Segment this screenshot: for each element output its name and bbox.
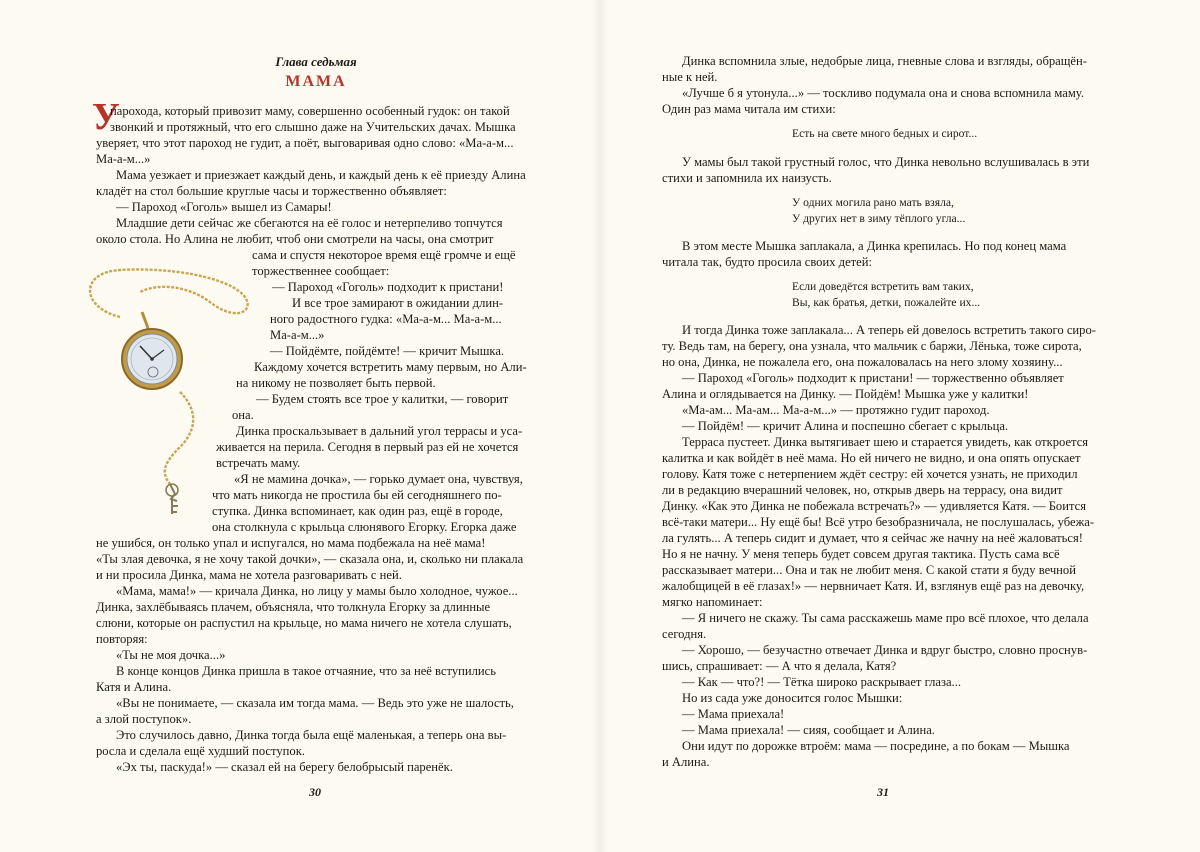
text-line: стихи и запомнила их наизусть. xyxy=(662,171,832,185)
right-page xyxy=(600,0,1200,852)
text-line: Но из сада уже доносится голос Мышки: xyxy=(682,691,903,705)
text-line: Динку. «Как это Динка не побежала встречать?» — удивляется Катя. — Боится xyxy=(662,499,1086,513)
text-line: «Ты не моя дочка...» xyxy=(116,648,226,662)
pocket-watch-illustration xyxy=(60,262,260,522)
text-line: Это случилось давно, Динка тогда была ещё маленькая, а теперь она вы- xyxy=(116,728,507,742)
text-line: ступка. Динка вспоминает, как один раз, ещё в городе, xyxy=(212,504,503,518)
text-line: она. xyxy=(232,408,254,422)
text-line: И тогда Динка тоже заплакала... А теперь ей довелось встретить такого сиро- xyxy=(682,323,1096,337)
text-line: Каждому хочется встретить маму первым, но Али- xyxy=(254,360,527,374)
text-line: и Алина. xyxy=(662,755,710,769)
text-line: — Будем стоять все трое у калитки, — говорит xyxy=(256,392,509,406)
text-line: — Мама приехала! — сияя, сообщает и Алина. xyxy=(682,723,935,737)
poem-line: Есть на свете много бедных и сирот... xyxy=(792,127,978,140)
text-line: «Мама, мама!» — кричала Динка, но лицу у мамы было холодное, чужое... xyxy=(116,584,518,598)
text-line: И все трое замирают в ожидании длин- xyxy=(292,296,504,310)
text-line: что мать никогда не простила бы ей сегодняшнего по- xyxy=(212,488,502,502)
text-line: но она, Динка, не пожалела его, она пожаловалась на него злому хозяину... xyxy=(662,355,1063,369)
text-line: Младшие дети сейчас же сбегаются на её голос и нетерпеливо топчутся xyxy=(116,216,503,230)
text-line: жалобщицей в её глазах!» — нервничает Катя. И, взглянув ещё раз на девочку, xyxy=(662,579,1085,593)
text-line: звонкий и протяжный, что его слышно даже на Учительских дачах. Мышка xyxy=(110,120,516,134)
page-number: 30 xyxy=(309,785,321,799)
text-line: мягко напоминает: xyxy=(662,595,763,609)
poem-line: У одних могила рано мать взяла, xyxy=(792,196,954,209)
text-line: она столкнула с крыльца слюнявого Егорку. Егорка даже xyxy=(212,520,517,534)
text-line: а злой поступок». xyxy=(96,712,192,726)
poem-line: Если доведётся встретить вам таких, xyxy=(792,280,974,293)
text-line: парохода, который привозит маму, совершенно особенный гудок: он такой xyxy=(110,104,510,118)
text-line: Терраса пустеет. Динка вытягивает шею и старается увидеть, как откроется xyxy=(682,435,1089,449)
text-line: сегодня. xyxy=(662,627,707,641)
text-line: «Лучше б я утонула...» — тоскливо подумала она и снова вспомнила маму. xyxy=(682,86,1084,100)
text-line: Катя и Алина. xyxy=(96,680,172,694)
text-line: У мамы был такой грустный голос, что Динка невольно вслушивалась в эти xyxy=(682,155,1090,169)
text-line: Они идут по дорожке втроём: мама — посредине, а по бокам — Мышка xyxy=(682,739,1070,753)
text-line: на никому не позволяет быть первой. xyxy=(236,376,436,390)
text-line: рассказывает матери... Она и так не любит меня. С какой стати я буду вечной xyxy=(662,563,1076,577)
text-line: — Пойдём! — кричит Алина и поспешно сбегает с крыльца. xyxy=(682,419,1009,433)
text-line: ли в редакцию вчерашний человек, но, открыв дверь на террасу, она видит xyxy=(662,483,1063,497)
poem-line: Вы, как братья, детки, пожалейте их... xyxy=(792,296,981,309)
text-line: голову. Катя тоже с нетерпением ждёт сестру: ей хочется узнать, не приходил xyxy=(662,467,1078,481)
text-line: сама и спустя некоторое время ещё громче и ещё xyxy=(252,248,516,262)
text-line: Ма-а-м...» xyxy=(96,152,151,166)
text-line: — Пойдёмте, пойдёмте! — кричит Мышка. xyxy=(270,344,505,358)
text-line: Один раз мама читала им стихи: xyxy=(662,102,836,116)
text-line: — Мама приехала! xyxy=(682,707,785,721)
text-line: — Хорошо, — безучастно отвечает Динка и вдруг быстро, словно проснув- xyxy=(682,643,1088,657)
text-line: всё-таки матери... Ну ещё бы! Всё утро безобразничала, не послушалась, убежа- xyxy=(662,515,1095,529)
text-line: «Ма-ам... Ма-ам... Ма-а-м...» — протяжно гудит пароход. xyxy=(682,403,990,417)
text-line: торжественнее сообщает: xyxy=(252,264,390,278)
text-line: В этом месте Мышка заплакала, а Динка крепилась. Но под конец мама xyxy=(682,239,1067,253)
text-line: ла гулять... А теперь сидит и думает, что я сейчас же начну на неё жаловаться! xyxy=(662,531,1083,545)
text-line: — Как — что?! — Тётка широко раскрывает глаза... xyxy=(682,675,961,689)
text-line: шись, спрашивает: — А что я делала, Катя? xyxy=(662,659,897,673)
chapter-label: Глава седьмая xyxy=(275,54,357,69)
text-line: Динка, захлёбываясь плачем, объясняла, что толкнула Егорку за длинные xyxy=(96,600,491,614)
text-line: «Я не мамина дочка», — горько думает она, чувствуя, xyxy=(234,472,523,486)
text-line: и ни просила Динка, мама не хотела разговаривать с ней. xyxy=(96,568,402,582)
text-line: кладёт на стол большие круглые часы и торжественно объявляет: xyxy=(96,184,447,198)
text-line: Динка проскальзывает в дальний угол террасы и уса- xyxy=(236,424,523,438)
text-line: «Эх ты, паскуда!» — сказал ей на берегу белобрысый паренёк. xyxy=(116,760,453,774)
text-line: «Ты злая девочка, я не хочу такой дочки», — сказала она, и, сколько ни плакала xyxy=(96,552,524,566)
drop-cap: У xyxy=(92,96,120,138)
text-line: В конце концов Динка пришла в такое отчаяние, что за неё вступились xyxy=(116,664,496,678)
text-line: Динка вспомнила злые, недобрые лица, гневные слова и взгляды, обращён- xyxy=(682,54,1087,68)
text-line: Ма-а-м...» xyxy=(270,328,325,342)
text-line: Но я не начну. У меня теперь будет совсем другая тактика. Пусть сама всё xyxy=(662,547,1060,561)
text-line: слюни, которые он распустил на крыльце, но мама ничего не хотела слушать, xyxy=(96,616,512,630)
text-line: Алина и оглядывается на Динку. — Пойдём! Мышка уже у калитки! xyxy=(662,387,1029,401)
text-line: читала так, будто просила своих детей: xyxy=(662,255,872,269)
text-line: не ушибся, он только упал и испугался, но мама подбежала на неё мама! xyxy=(96,536,486,550)
poem-line: У других нет в зиму тёплого угла... xyxy=(792,212,966,225)
text-line: ные к ней. xyxy=(662,70,718,84)
text-line: калитка и как войдёт в неё мама. Но ей ничего не видно, и она опять опускает xyxy=(662,451,1081,465)
text-line: — Пароход «Гоголь» подходит к пристани! xyxy=(272,280,504,294)
text-line: уверяет, что этот пароход не гудит, а поёт, выговаривая одно слово: «Ма-а-м... xyxy=(96,136,514,150)
text-line: около стола. Но Алина не любит, чтоб они смотрели на часы, она смотрит xyxy=(96,232,494,246)
text-line: «Вы не понимаете, — сказала им тогда мама. — Ведь это уже не шалость, xyxy=(116,696,514,710)
text-line: Мама уезжает и приезжает каждый день, и каждый день к её приезду Алина xyxy=(116,168,526,182)
text-line: — Пароход «Гоголь» подходит к пристани! — торжественно объявляет xyxy=(682,371,1064,385)
chapter-title: МАМА xyxy=(285,73,347,90)
page-number: 31 xyxy=(877,785,889,799)
text-line: ного радостного гудка: «Ма-а-м... Ма-а-м... xyxy=(270,312,502,326)
text-line: — Пароход «Гоголь» вышел из Самары! xyxy=(116,200,332,214)
text-line: росла и сделала ещё худший поступок. xyxy=(96,744,305,758)
text-line: — Я ничего не скажу. Ты сама расскажешь маме про всё плохое, что делала xyxy=(682,611,1089,625)
text-line: ту. Ведь там, на берегу, она узнала, что мальчик с баржи, Лёнька, тоже сирота, xyxy=(662,339,1082,353)
text-line: живается на перила. Сегодня в первый раз ей не хочется xyxy=(216,440,519,454)
text-line: встречать маму. xyxy=(216,456,301,470)
text-line: повторяя: xyxy=(96,632,148,646)
